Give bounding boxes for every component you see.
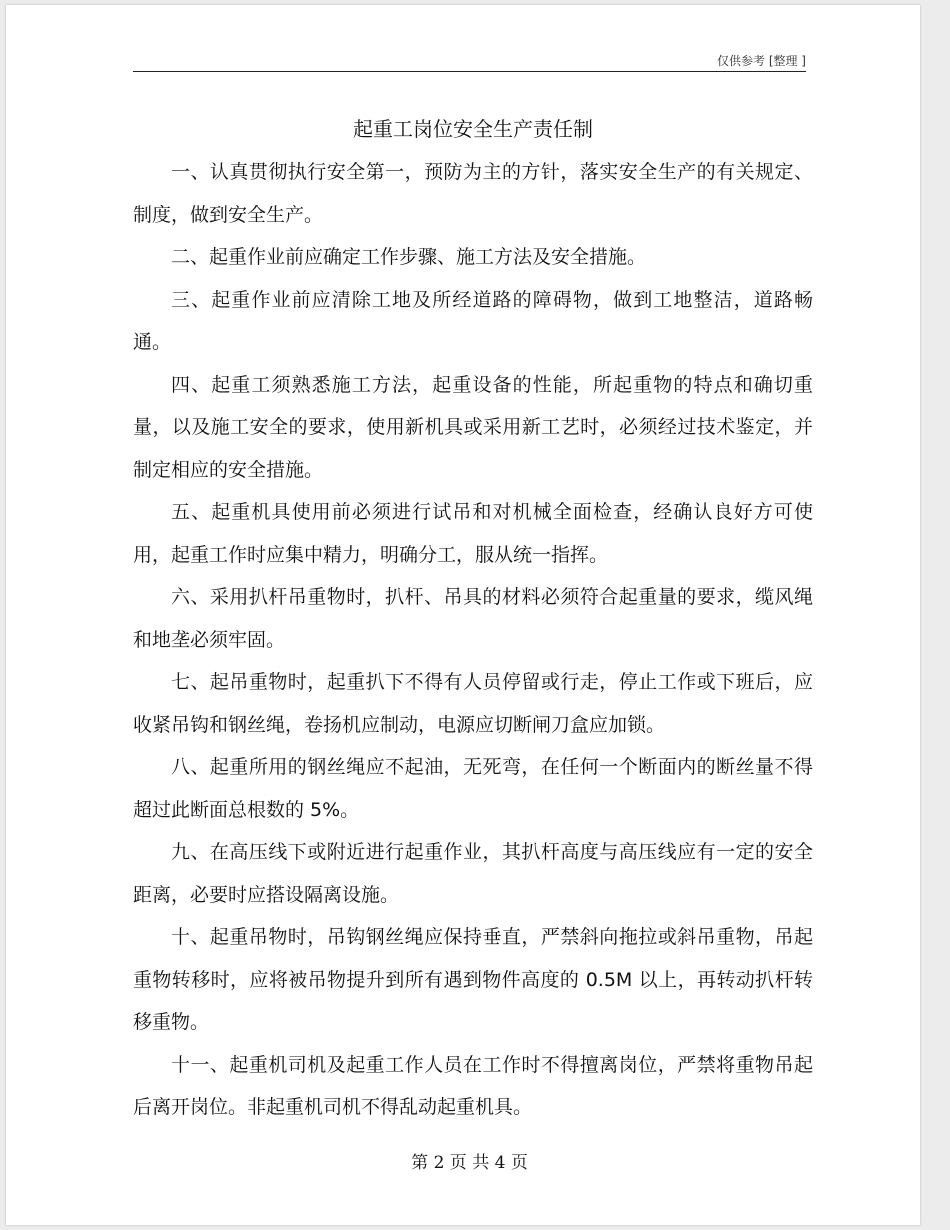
paragraph: 二、起重作业前应确定工作步骤、施工方法及安全措施。 <box>171 246 647 268</box>
paragraph: 九、在高压线下或附近进行起重作业，其扒杆高度与高压线应有一定的安全距离，必要时应搭设隔离设施。 <box>133 841 813 906</box>
document-body <box>133 151 813 1129</box>
paragraph: 五、起重机具使用前必须进行试吊和对机械全面检查，经确认良好方可使用，起重工作时应集中精力，明确分工，服从统一指挥。 <box>133 501 813 566</box>
page-header: 仅供参考 [整理 ] <box>717 54 806 68</box>
paragraph: 七、起吊重物时，起重扒下不得有人员停留或行走，停止工作或下班后，应收紧吊钩和钢丝绳，卷扬机应制动，电源应切断闸刀盒应加锁。 <box>133 671 813 736</box>
paragraph: 十一、起重机司机及起重工作人员在工作时不得擅离岗位，严禁将重物吊起后离开岗位。非起重机司机不得乱动起重机具。 <box>133 1053 813 1118</box>
paragraph: 八、起重所用的钢丝绳应不起油，无死弯，在任何一个断面内的断丝量不得超过此断面总根数的 5%。 <box>133 756 813 821</box>
page-footer: 第 2 页 共 4 页 <box>411 1153 528 1173</box>
paragraph: 三、起重作业前应清除工地及所经道路的障碍物，做到工地整洁，道路畅通。 <box>133 288 813 353</box>
document-title: 起重工岗位安全生产责任制 <box>353 117 593 141</box>
paragraph: 四、起重工须熟悉施工方法，起重设备的性能，所起重物的特点和确切重量，以及施工安全的要求，使用新机具或采用新工艺时，必须经过技术鉴定，并制定相应的安全措施。 <box>133 373 813 481</box>
paragraph: 一、认真贯彻执行安全第一，预防为主的方针，落实安全生产的有关规定、制度，做到安全生产。 <box>133 161 813 226</box>
paragraph: 十、起重吊物时，吊钩钢丝绳应保持垂直，严禁斜向拖拉或斜吊重物，吊起重物转移时，应将被吊物提升到所有遇到物件高度的 0.5M 以上，再转动扒杆转移重物。 <box>133 926 813 1033</box>
header-divider <box>133 71 806 72</box>
paragraph: 六、采用扒杆吊重物时，扒杆、吊具的材料必须符合起重量的要求，缆风绳和地垄必须牢固。 <box>133 586 813 651</box>
